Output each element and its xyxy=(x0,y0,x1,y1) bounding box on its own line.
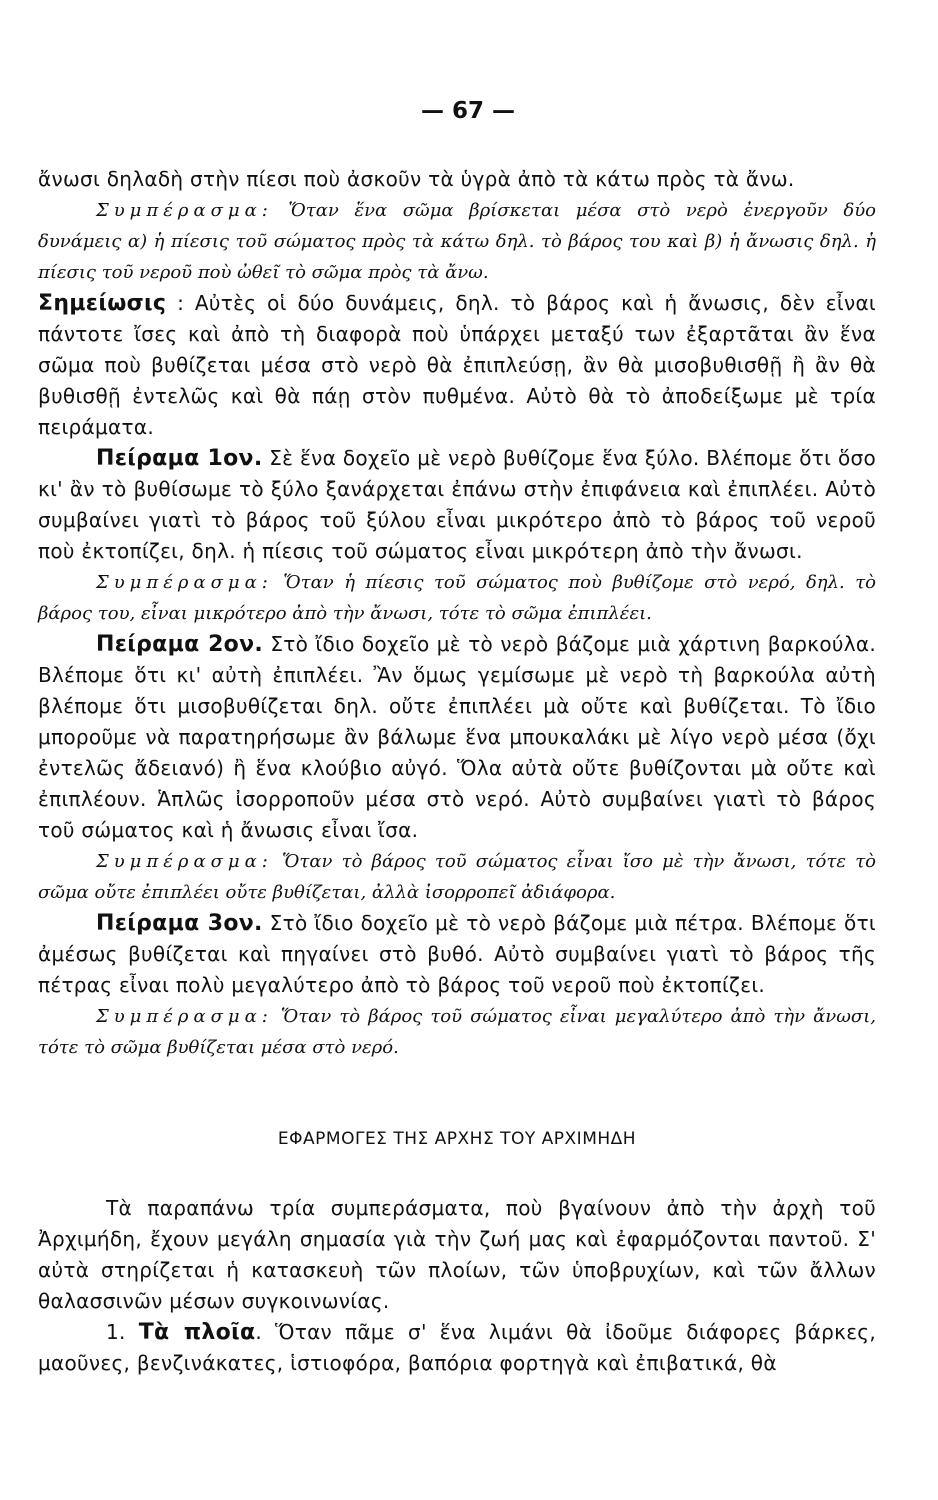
conclusion-text: Ὅταν ἡ πίεσις τοῦ σώματος ποὺ βυθίζομε στὸ νερό, δηλ. τὸ βάρος του, εἶναι μικρότερο ἀπὸ τὴν ἄνωσι, τότε τὸ σῶμα ἐπιπλέει. xyxy=(38,572,876,624)
conclusion-label: Συμπέρασμα: xyxy=(96,200,273,221)
note-text: : Αὐτὲς οἱ δύο δυνάμεις, δηλ. τὸ βάρος καὶ ἡ ἄνωσις, δὲν εἶναι πάντοτε ἴσες καὶ ἀπὸ τὴ διαφορὰ ποὺ ὑπάρχει μεταξύ των ἐξαρτᾶται ἂν ἕνα σῶμα ποὺ βυθίζεται μέσα στὸ νερὸ θὰ ἐπιπλεύσῃ, ἂν θὰ μισοβυθισθῇ ἢ ἂν θὰ βυθισθῇ ἐντελῶς καὶ θὰ πάῃ στὸν πυθμένα. Αὐτὸ θὰ τὸ ἀποδείξωμε μὲ τρία πειράματα. xyxy=(38,291,876,439)
experiment-1-text: Σὲ ἕνα δοχεῖο μὲ νερὸ βυθίζομε ἕνα ξύλο. Βλέπομε ὅτι ὅσο κι' ἂν τὸ βυθίσωμε τὸ ξύλο ξανάρχεται ἐπάνω στὴν ἐπιφάνεια καὶ ἐπιπλέει. Αὐτὸ συμβαίνει γιατὶ τὸ βάρος τοῦ ξύλου εἶναι μικρότερο ἀπὸ τὸ βάρος τοῦ νεροῦ ποὺ ἐκτοπίζει, δηλ. ἡ πίεσις τοῦ σώματος εἶναι μικρότερη ἀπὸ τὴν ἄνωσι. xyxy=(38,446,876,563)
experiment-2 xyxy=(38,629,876,846)
section-title: ΕΦΑΡΜΟΓΕΣ ΤΗΣ ΑΡΧΗΣ ΤΟΥ ΑΡΧΙΜΗΔΗ xyxy=(277,1129,637,1149)
experiment-2-label: Πείραμα 2ον. xyxy=(96,632,264,657)
item-number: 1. xyxy=(106,1320,139,1344)
experiment-1 xyxy=(38,443,876,567)
conclusion-text: Ὅταν ἕνα σῶμα βρίσκεται μέσα στὸ νερὸ ἐνεργοῦν δύο δυνάμεις α) ἡ πίεσις τοῦ σώματος πρὸς τὰ κάτω δηλ. τὸ βάρος του καὶ β) ἡ ἄνωσις δηλ. ἡ πίεσις τοῦ νεροῦ ποὺ ὠθεῖ τὸ σῶμα πρὸς τὰ ἄνω. xyxy=(38,200,876,283)
paragraph-applications: Τὰ παραπάνω τρία συμπεράσματα, ποὺ βγαίνουν ἀπὸ τὴν ἀρχὴ τοῦ Ἀρχιμήδη, ἔχουν μεγάλη σημασία γιὰ τὴν ζωή μας καὶ ἐφαρμόζονται παντοῦ. Σ' αὐτὰ στηρίζεται ἡ κατασκευὴ τῶν πλοίων, τῶν ὑποβρυχίων, καὶ τῶν ἄλλων θαλασσινῶν μέσων συγκοινωνίας. xyxy=(38,1196,876,1313)
experiment-1-label: Πείραμα 1ον. xyxy=(96,446,263,471)
conclusion-text: Ὅταν τὸ βάρος τοῦ σώματος εἶναι μεγαλύτερο ἀπὸ τὴν ἄνωσι, τότε τὸ σῶμα βυθίζεται μέσα στὸ νερό. xyxy=(38,1006,876,1058)
conclusion-label: Συμπέρασμα: xyxy=(96,851,273,872)
item-label: Τὰ πλοῖα xyxy=(138,1320,256,1345)
note-label: Σημείωσις xyxy=(38,291,167,316)
conclusion-2 xyxy=(38,567,876,629)
experiment-2-text: Στὸ ἴδιο δοχεῖο μὲ τὸ νερὸ βάζομε μιὰ χάρτινη βαρκούλα. Βλέπομε ὅτι κι' αὐτὴ ἐπιπλέει. Ἂν ὅμως γεμίσωμε μὲ νερὸ τὴ βαρκούλα αὐτὴ βλέπομε ὅτι μισοβυθίζεται δηλ. οὔτε ἐπιπλέει μὰ οὔτε καὶ βυθίζεται. Τὸ ἴδιο μποροῦμε νὰ παρατηρήσωμε ἂν βάλωμε ἕνα μπουκαλάκι μὲ λίγο νερὸ μέσα (ὄχι ἐντελῶς ἄδειανό) ἢ ἕνα κλούβιο αὐγό. Ὅλα αὐτὰ οὔτε βυθίζονται μὰ οὔτε καὶ ἐπιπλέουν. Ἁπλῶς ἰσορροποῦν μέσα στὸ νερό. Αὐτὸ συμβαίνει γιατὶ τὸ βάρος τοῦ σώματος καὶ ἡ ἄνωσις εἶναι ἴσα. xyxy=(38,632,877,842)
conclusion-3 xyxy=(38,846,876,908)
conclusion-1 xyxy=(38,195,876,288)
list-item-ships xyxy=(38,1317,876,1379)
experiment-3 xyxy=(38,908,876,1001)
paragraph-intro: ἄνωσι δηλαδὴ στὴν πίεσι ποὺ ἀσκοῦν τὰ ὑγρὰ ἀπὸ τὰ κάτω πρὸς τὰ ἄνω. xyxy=(38,167,795,191)
item-text: . Ὅταν πᾶμε σ' ἕνα λιμάνι θὰ ἰδοῦμε διάφορες βάρκες, μαοῦνες, βενζινάκατες, ἱστιοφόρα, βαπόρια φορτηγὰ καὶ ἐπιβατικά, θὰ xyxy=(38,1320,876,1375)
note xyxy=(38,288,876,443)
conclusion-4 xyxy=(38,1001,876,1063)
conclusion-label: Συμπέρασμα: xyxy=(96,572,273,593)
experiment-3-text: Στὸ ἴδιο δοχεῖο μὲ τὸ νερὸ βάζομε μιὰ πέτρα. Βλέπομε ὅτι ἀμέσως βυθίζεται καὶ πηγαίνει στὸ βυθό. Αὐτὸ συμβαίνει γιατὶ τὸ βάρος τῆς πέτρας εἶναι πολὺ μεγαλύτερο ἀπὸ τὸ βάρος τοῦ νεροῦ ποὺ ἐκτοπίζει. xyxy=(38,911,877,997)
experiment-3-label: Πείραμα 3ον. xyxy=(96,911,263,936)
page-number: — 67 — xyxy=(420,98,516,124)
conclusion-text: Ὅταν τὸ βάρος τοῦ σώματος εἶναι ἴσο μὲ τὴν ἄνωσι, τότε τὸ σῶμα οὔτε ἐπιπλέει οὔτε βυθίζεται, ἀλλὰ ἰσορροπεῖ ἀδιάφορα. xyxy=(38,851,876,903)
conclusion-label: Συμπέρασμα: xyxy=(96,1006,273,1027)
